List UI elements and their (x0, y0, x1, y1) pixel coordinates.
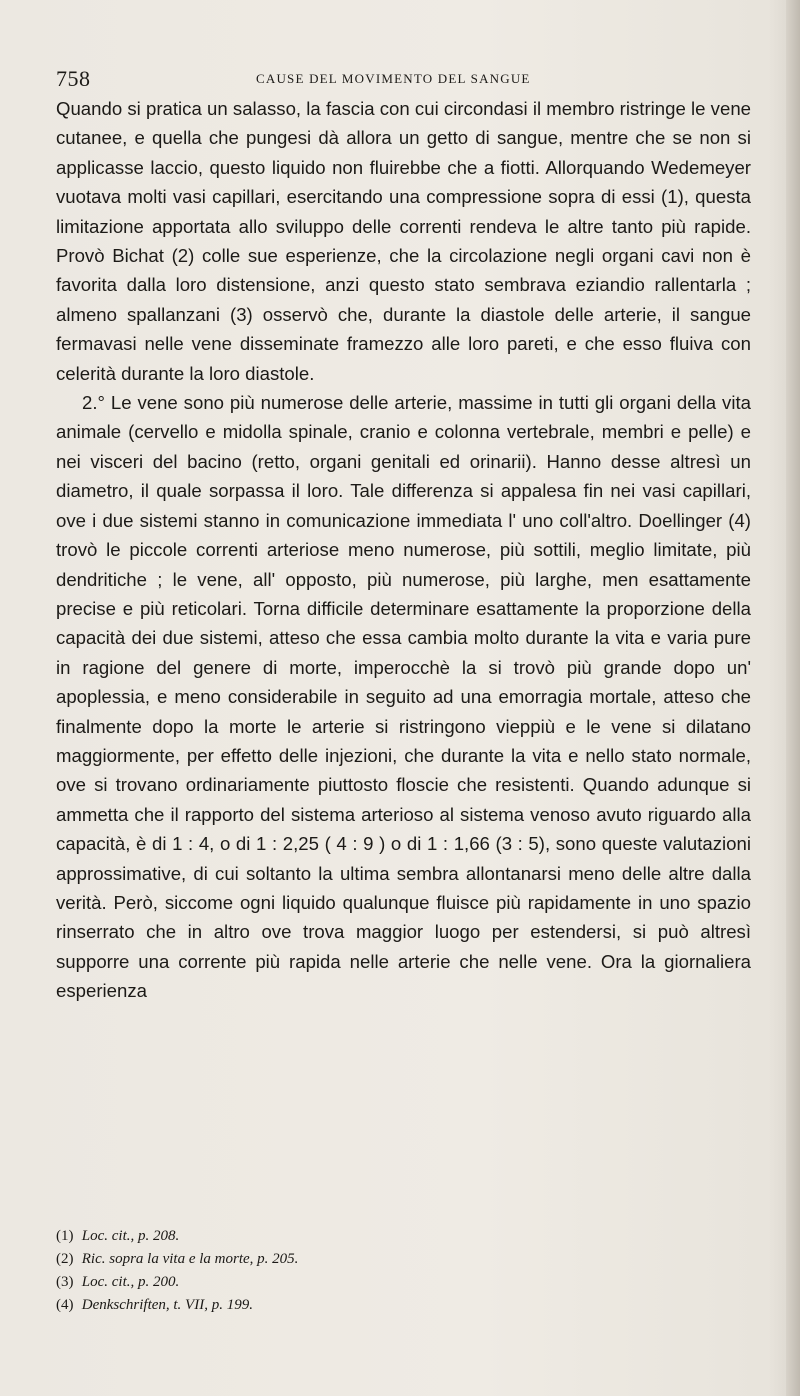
footnote-text: Loc. cit., p. 200. (81, 1274, 180, 1290)
footnote (56, 1271, 746, 1294)
footnote-text: Ric. sopra la vita e la morte, p. 205. (81, 1251, 299, 1267)
footnote-marker: (3) (56, 1274, 74, 1290)
body-text (56, 94, 751, 1006)
footnote-text: Denkschriften, t. VII, p. 199. (81, 1297, 253, 1313)
footnote-marker: (4) (56, 1297, 74, 1313)
paragraph: 2.° Le vene sono più numerose delle arterie, massime in tutti gli organi della vita animale (cervello e midolla spinale, cranio e colonna vertebrale, membri e pelle) e nei visceri del bacino (retto, organi genitali ed orinarii). Hanno desse altresì un diametro, il quale sorpassa il loro. Tale differenza si appalesa fin nei vasi capillari, ove i due sistemi stanno in comunicazione immediata l' uno coll'altro. Doellinger (4) trovò le piccole correnti arteriose meno numerose, più sottili, meglio limitate, più dendritiche ; le vene, all' opposto, più numerose, più larghe, men esattamente precise e più reticolari. Torna difficile determinare esattamente la proporzione della capacità dei due sistemi, atteso che essa cambia molto durante la vita e varia pure in ragione del genere di morte, imperocchè la si trovò più grande dopo un' apoplessia, e meno considerabile in seguito ad una emorragia mortale, atteso che finalmente dopo la morte le arterie si ristringono vieppiù e le vene si dilatano maggiormente, per effetto delle injezioni, che durante la vita e nello stato normale, ove si trovano ordinariamente piuttosto floscie che resistenti. Quando adunque si ammetta che il rapporto del sistema arterioso al sistema venoso avuto riguardo alla capacità, è di 1 : 4, o di 1 : 2,25 ( 4 : 9 ) o di 1 : 1,66 (3 : 5), sono queste valutazioni approssimative, di cui soltanto la ultima sembra allontanarsi meno delle altre dalla verità. Però, siccome ogni liquido qualunque fluisce più rapidamente in uno spazio rinserrato che in altro ove trova maggior luogo per estendersi, si può altresì supporre una corrente più rapida nelle arterie che nelle vene. Ora la giornaliera esperienza (56, 392, 751, 1002)
page-edge (786, 0, 800, 1396)
footnote (56, 1225, 746, 1248)
footnote (56, 1294, 746, 1317)
paragraph: Quando si pratica un salasso, la fascia con cui circondasi il membro ristringe le vene cutanee, e quella che pungesi dà allora un getto di sangue, mentre che se non si applicasse laccio, questo liquido non fluirebbe che a fiotti. Allorquando Wedemeyer vuotava molti vasi capillari, esercitando una compressione sopra di essi (1), questa limitazione apportata allo sviluppo delle correnti rendeva le altre tanto più rapide. Provò Bichat (2) colle sue esperienze, che la circolazione negli organi cavi non è favorita dalla loro distensione, anzi questo stato sembrava eziandio rallentarla ; almeno spallanzani (3) osservò che, durante la diastole delle arterie, il sangue fermavasi nelle vene disseminate framezzo alle loro pareti, e che esso fluiva con celerità durante la loro diastole. (56, 98, 751, 384)
page-number: 758 (56, 66, 91, 91)
page-header (56, 66, 746, 92)
footnote-marker: (2) (56, 1251, 74, 1267)
footnote (56, 1248, 746, 1271)
footnote-marker: (1) (56, 1228, 74, 1244)
footnotes (56, 1225, 746, 1317)
running-title: CAUSE DEL MOVIMENTO DEL SANGUE (256, 71, 531, 86)
footnote-text: Loc. cit., p. 208. (81, 1228, 180, 1244)
